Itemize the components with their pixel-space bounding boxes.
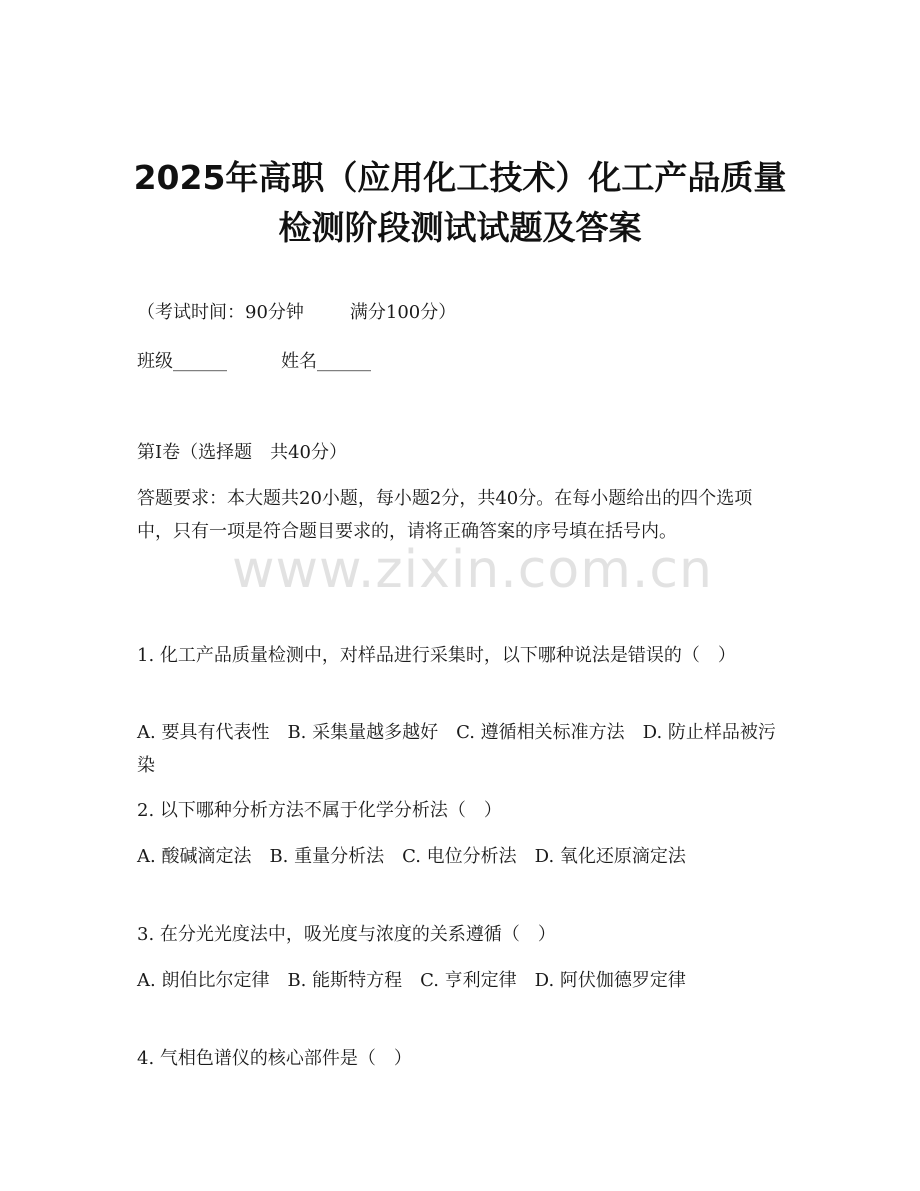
question-1-stem: 1. 化工产品质量检测中，对样品进行采集时，以下哪种说法是错误的（ ） xyxy=(137,645,736,666)
section-heading: 第Ⅰ卷（选择题 共40分） xyxy=(137,442,348,463)
exam-info xyxy=(137,298,456,328)
exam-score: 满分100分） xyxy=(349,302,457,323)
section-instructions: 答题要求：本大题共20小题，每小题2分，共40分。在每小题给出的四个选项中，只有一项是符合题目要求的，请将正确答案的序号填在括号内。 xyxy=(137,488,753,542)
question-2-options: A. 酸碱滴定法 B. 重量分析法 C. 电位分析法 D. 氧化还原滴定法 xyxy=(137,846,686,867)
document-title-line-1: 2025年高职（应用化工技术）化工产品质量 xyxy=(133,158,787,197)
document-title-line-2: 检测阶段测试试题及答案 xyxy=(278,208,642,247)
question-2-stem: 2. 以下哪种分析方法不属于化学分析法（ ） xyxy=(137,800,502,821)
student-fields xyxy=(137,347,371,377)
question-3-stem: 3. 在分光光度法中，吸光度与浓度的关系遵循（ ） xyxy=(137,924,556,945)
watermark: www.zixin.com.cn xyxy=(232,540,713,600)
question-3-options: A. 朗伯比尔定律 B. 能斯特方程 C. 亨利定律 D. 阿伏伽德罗定律 xyxy=(137,970,686,991)
class-field: 班级______ xyxy=(137,351,227,372)
name-field: 姓名______ xyxy=(281,351,371,372)
exam-time: （考试时间：90分钟 xyxy=(137,302,304,323)
question-4-stem: 4. 气相色谱仪的核心部件是（ ） xyxy=(137,1048,412,1069)
question-1-options: A. 要具有代表性 B. 采集量越多越好 C. 遵循相关标准方法 D. 防止样品被污染 xyxy=(137,722,776,776)
